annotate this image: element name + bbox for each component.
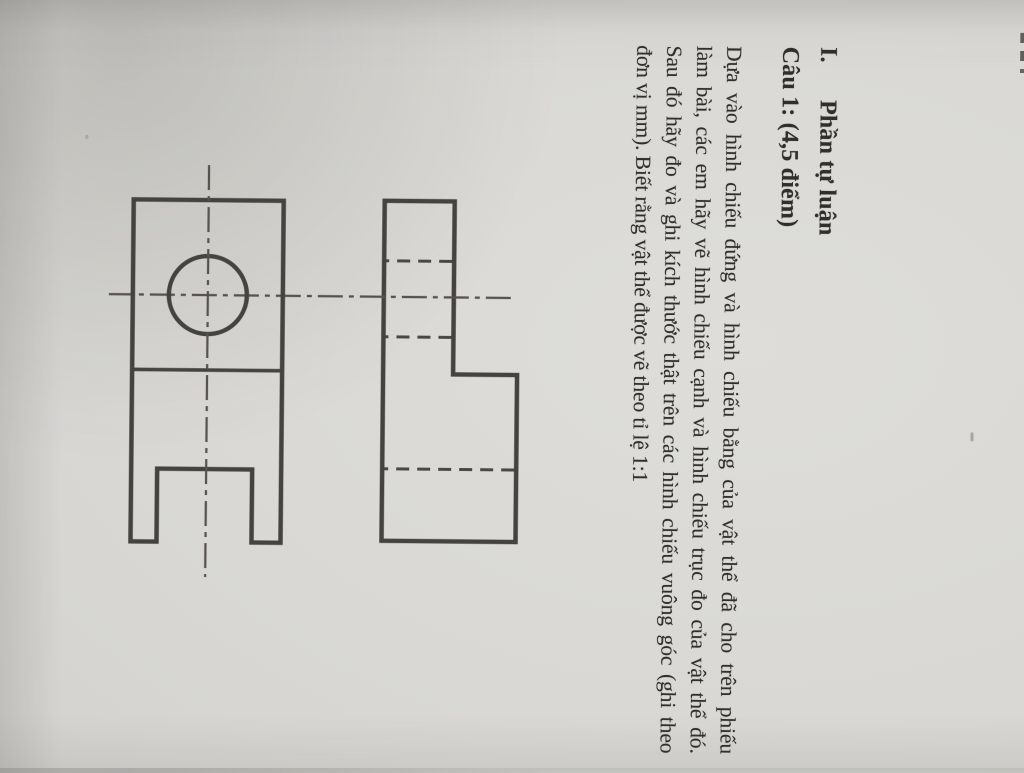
hole-hidden-line-right [385,337,451,338]
pencil-speck [970,432,973,441]
paragraph-line: đơn vị mm). Biết rằng vật thể được vẽ theo tỉ lệ 1:1 [628,45,657,483]
paragraph-line: làm bài, các em hãy vẽ hình chiếu cạnh và hình chiếu trục đo của vật thể đó. [685,45,717,754]
section-title: Phần tự luận [813,99,841,236]
question-heading: Câu 1: (4,5 điểm) [775,46,804,228]
step-divider-line [134,369,280,370]
front-view-outline [381,201,518,542]
paper-speck [85,135,88,139]
paragraph-line: Sau đó hãy đo và ghi kích thước thật trên các hình chiếu vuông góc (ghi theo [655,45,687,754]
slot-hidden-line [384,469,514,470]
hole-hidden-line-left [386,261,452,262]
section-number: I. [815,46,842,63]
paragraph-line: Dựa vào hình chiếu đứng và hình chiếu bằng của vật thể đã cho trên phiếu [715,46,747,755]
